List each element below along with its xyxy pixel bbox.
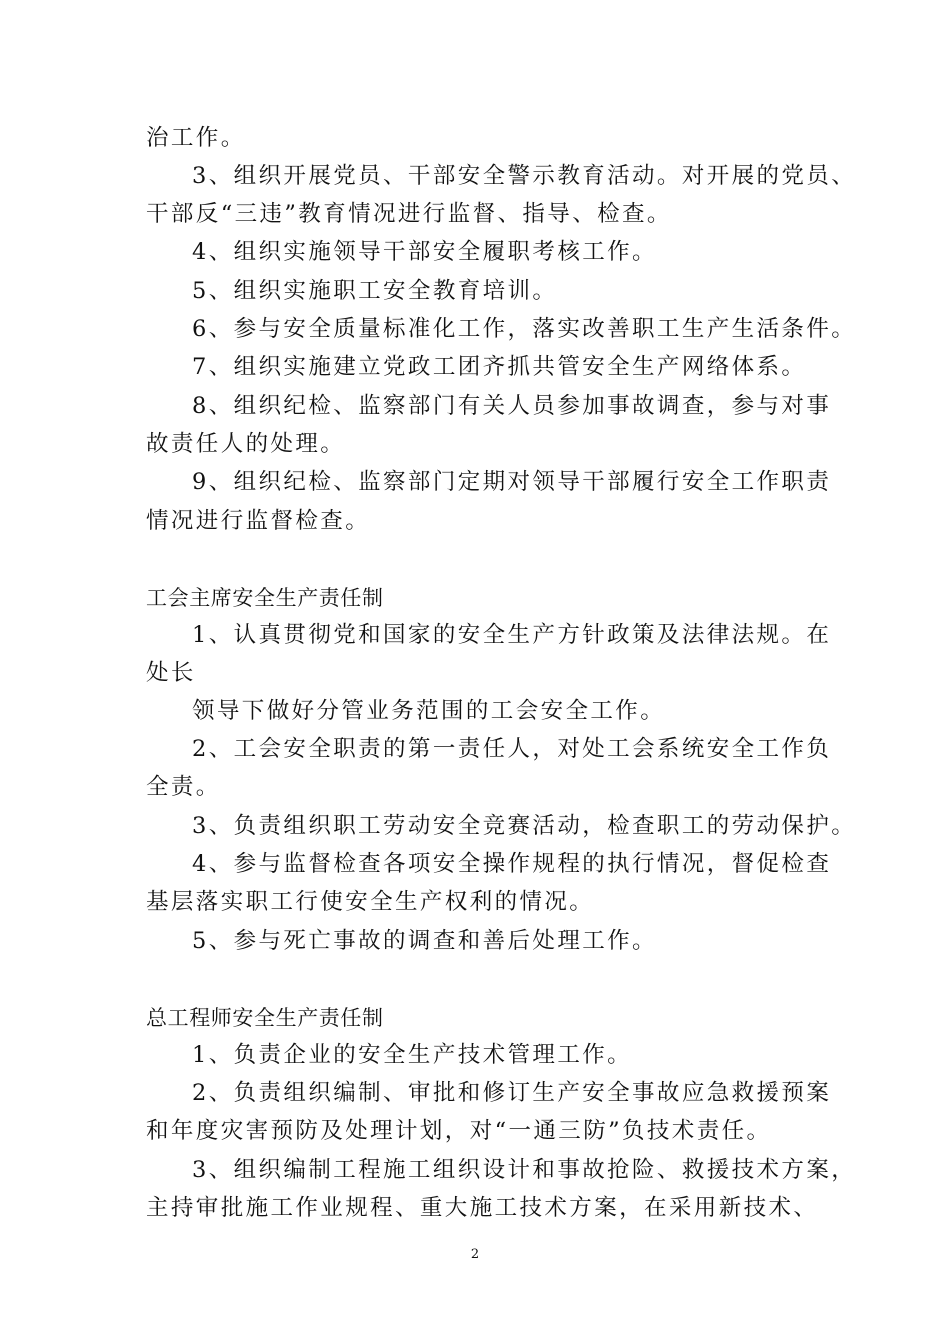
paragraph-line: 7、组织实施建立党政工团齐抓共管安全生产网络体系。 bbox=[192, 354, 807, 380]
paragraph-line: 3、组织开展党员、干部安全警示教育活动。对开展的党员、 bbox=[192, 163, 857, 189]
paragraph-line: 3、负责组织职工劳动安全竞赛活动，检查职工的劳动保护。 bbox=[192, 813, 857, 839]
paragraph-line: 领导下做好分管业务范围的工会安全工作。 bbox=[192, 698, 666, 724]
section-heading-engineer: 总工程师安全生产责任制 bbox=[146, 1006, 384, 1030]
paragraph-line: 干部反“三违”教育情况进行监督、指导、检查。 bbox=[146, 201, 672, 227]
paragraph-line: 2、负责组织编制、审批和修订生产安全事故应急救援预案 bbox=[192, 1080, 832, 1106]
paragraph-line: 3、组织编制工程施工组织设计和事故抢险、救援技术方案， bbox=[192, 1157, 857, 1183]
paragraph-line: 1、认真贯彻党和国家的安全生产方针政策及法律法规。在 bbox=[192, 622, 832, 648]
paragraph-line: 5、组织实施职工安全教育培训。 bbox=[192, 278, 558, 304]
paragraph-line: 处长 bbox=[146, 660, 196, 686]
paragraph-line: 2、工会安全职责的第一责任人，对处工会系统安全工作负 bbox=[192, 736, 832, 762]
paragraph-line: 故责任人的处理。 bbox=[146, 431, 346, 457]
paragraph-line: 情况进行监督检查。 bbox=[146, 508, 371, 534]
paragraph-line: 和年度灾害预防及处理计划，对“一通三防”负技术责任。 bbox=[146, 1118, 772, 1144]
paragraph-line: 1、负责企业的安全生产技术管理工作。 bbox=[192, 1042, 633, 1068]
paragraph-line: 6、参与安全质量标准化工作，落实改善职工生产生活条件。 bbox=[192, 316, 857, 342]
paragraph-line: 4、组织实施领导干部安全履职考核工作。 bbox=[192, 239, 657, 265]
paragraph-line: 9、组织纪检、监察部门定期对领导干部履行安全工作职责 bbox=[192, 469, 832, 495]
paragraph-line: 8、组织纪检、监察部门有关人员参加事故调查，参与对事 bbox=[192, 393, 832, 419]
paragraph-line: 5、参与死亡事故的调查和善后处理工作。 bbox=[192, 928, 657, 954]
paragraph-line: 基层落实职工行使安全生产权利的情况。 bbox=[146, 889, 595, 915]
paragraph-line: 4、参与监督检查各项安全操作规程的执行情况，督促检查 bbox=[192, 851, 832, 877]
paragraph-line: 全责。 bbox=[146, 774, 221, 800]
paragraph-line: 治工作。 bbox=[146, 125, 246, 151]
page-number: 2 bbox=[470, 1247, 480, 1262]
paragraph-line: 主持审批施工作业规程、重大施工技术方案，在采用新技术、 bbox=[146, 1195, 819, 1221]
section-heading-union: 工会主席安全生产责任制 bbox=[146, 586, 384, 610]
